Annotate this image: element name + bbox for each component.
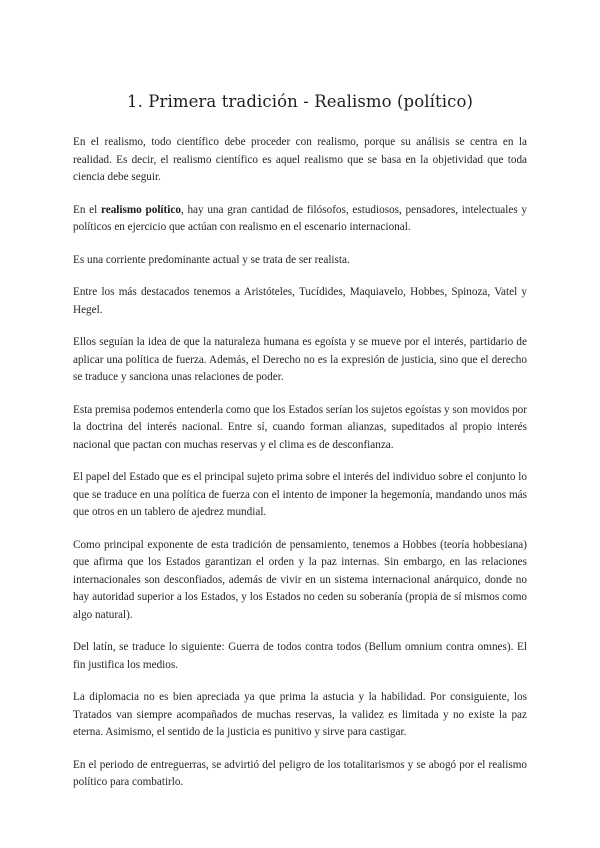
paragraph-1 (73, 134, 527, 187)
paragraph-11 (73, 757, 527, 792)
paragraph-text: Entre los más destacados tenemos a Aristóteles, Tucídides, Maquiavelo, Hobbes, Spinoza, Vatel y Hegel. (73, 286, 527, 316)
paragraph-text: Esta premisa podemos entenderla como que los Estados serían los sujetos egoístas y son movidos por la doctrina del interés nacional. Entre sí, cuando forman alianzas, supeditados al propio interés nacional que pactan con muchas reservas y el clima es de desconfianza. (73, 403, 527, 451)
document-body (73, 134, 527, 807)
paragraph-3 (73, 252, 527, 270)
paragraph-4 (73, 284, 527, 319)
paragraph-text: En el periodo de entreguerras, se advirtió del peligro de los totalitarismos y se abogó por el realismo político para combatirlo. (73, 758, 527, 788)
paragraph-text: Como principal exponente de esta tradición de pensamiento, tenemos a Hobbes (teoría hobbesiana) que afirma que los Estados garantizan el orden y la paz internas. Sin embargo, en las relaciones internacionales son desconfiados, además de vivir en un sistema internacional anárquico, donde no hay autoridad superior a los Estados, y los Estados no ceden su soberanía (propia de sí mismos como algo natural). (73, 538, 527, 621)
paragraph-text: Es una corriente predominante actual y se trata de ser realista. (73, 253, 350, 266)
paragraph-text: , hay una gran cantidad de filósofos, estudiosos, pensadores, intelectuales y políticos en ejercicio que actúan con realismo en el escenario internacional. (73, 203, 528, 233)
paragraph-5 (73, 334, 527, 387)
paragraph-9 (73, 639, 527, 674)
paragraph-text: En el (73, 203, 101, 216)
paragraph-text: La diplomacia no es bien apreciada ya que prima la astucia y la habilidad. Por consiguiente, los Tratados van siempre acompañados de muchas reservas, la validez es limitada y no existe la paz eterna. Asimismo, el sentido de la justicia es punitivo y sirve para castigar. (73, 691, 527, 738)
document-title: 1. Primera tradición - Realismo (político) (126, 92, 474, 111)
paragraph-text: Ellos seguían la idea de que la naturaleza humana es egoísta y se mueve por el interés, partidario de aplicar una política de fuerza. Además, el Derecho no es la expresión de justicia, sino que el derecho se traduce y sanciona unas relaciones de poder. (73, 336, 527, 383)
paragraph-text: Del latín, se traduce lo siguiente: Guerra de todos contra todos (Bellum omnium contra omnes). El fin justifica los medios. (73, 641, 527, 671)
paragraph-text: En el realismo, todo científico debe proceder con realismo, porque su análisis se centra en la realidad. Es decir, el realismo científico es aquel realismo que se basa en la objetividad que toda ciencia debe seguir. (73, 136, 527, 183)
paragraph-6 (73, 402, 527, 455)
paragraph-8 (73, 537, 527, 625)
paragraph-10 (73, 689, 527, 742)
paragraph-text: El papel del Estado que es el principal sujeto prima sobre el interés del individuo sobre el conjunto lo que se traduce en una política de fuerza con el intento de imponer la hegemonía, mandando unos más que otros en un tablero de ajedrez mundial. (73, 471, 527, 518)
paragraph-2 (73, 202, 527, 237)
paragraph-7 (73, 469, 527, 522)
bold-term: realismo político (100, 203, 181, 216)
